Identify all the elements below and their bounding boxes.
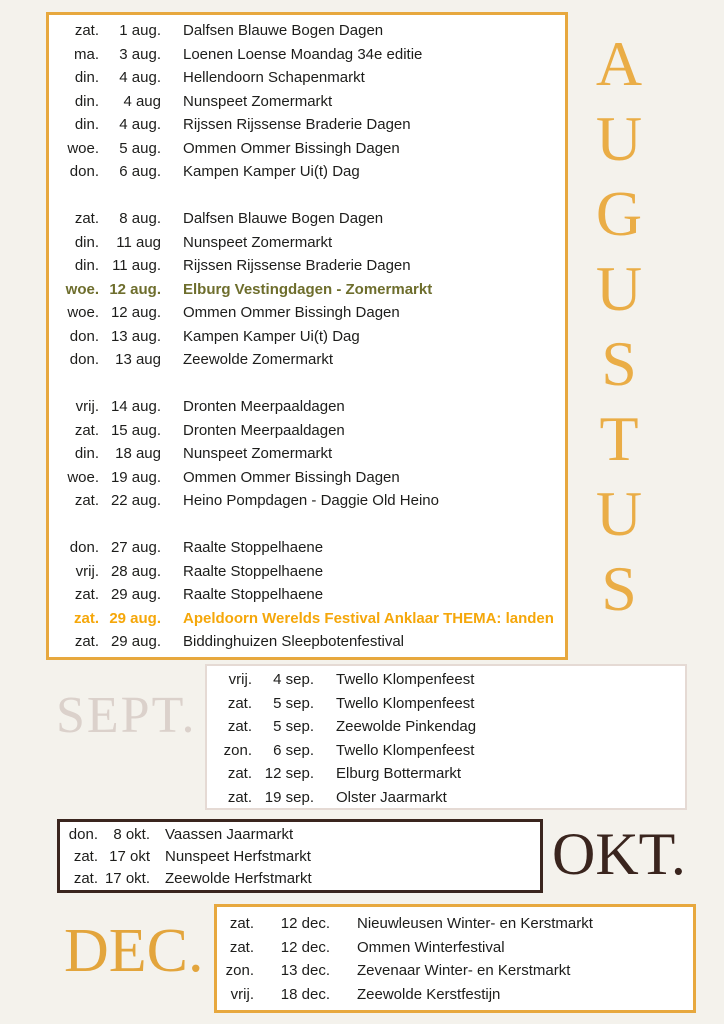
august-vertical-label (592, 26, 646, 626)
event-row (207, 668, 685, 692)
event-row (49, 419, 565, 443)
event-row (49, 630, 565, 654)
event-row (49, 207, 565, 231)
event-row (49, 489, 565, 513)
event-row (49, 536, 565, 560)
date-cell: 12 aug. (110, 304, 161, 322)
december-events-box (214, 904, 696, 1013)
event-name: Zeewolde Zomermarkt (183, 351, 334, 369)
event-name: Rijssen Rijssense Braderie Dagen (183, 116, 411, 134)
day-cell: zat. (227, 694, 252, 712)
event-row (49, 607, 565, 631)
day-cell: zat. (74, 210, 99, 228)
date-cell: 27 aug. (110, 539, 161, 557)
event-row (60, 845, 540, 867)
date-cell: 19 aug. (110, 468, 161, 486)
event-name: Olster Jaarmarkt (336, 788, 447, 806)
day-cell: zat. (74, 492, 99, 510)
event-name: Ommen Ommer Bissingh Dagen (183, 139, 400, 157)
event-row (49, 66, 565, 90)
day-cell: din. (74, 69, 99, 87)
date-cell: 17 okt. (104, 870, 150, 888)
date-cell: 15 aug. (110, 421, 161, 439)
day-cell: zat. (229, 915, 254, 933)
date-cell: 13 aug (115, 351, 161, 369)
event-name: Ommen Winterfestival (357, 938, 505, 956)
group-gap (49, 513, 565, 537)
day-cell: zat. (73, 870, 98, 888)
august-letter: T (599, 403, 639, 474)
day-cell: zat. (74, 586, 99, 604)
day-cell: zat. (227, 788, 252, 806)
day-cell: zat. (74, 421, 99, 439)
day-cell: zat. (227, 718, 252, 736)
day-cell: don. (69, 327, 99, 345)
event-row (60, 868, 540, 890)
event-name: Zevenaar Winter- en Kerstmarkt (357, 962, 571, 980)
day-cell: din. (74, 233, 99, 251)
day-cell: zat. (227, 765, 252, 783)
event-name: Apeldoorn Werelds Festival Anklaar THEMA: landen (183, 609, 554, 627)
event-row (217, 959, 693, 983)
date-cell: 6 aug. (119, 163, 161, 181)
event-name: Zeewolde Pinkendag (336, 718, 477, 736)
date-cell: 17 okt (109, 848, 150, 866)
october-events-box (57, 819, 543, 893)
event-name: Dronten Meerpaaldagen (183, 398, 345, 416)
event-name: Hellendoorn Schapenmarkt (183, 69, 365, 87)
event-name: Loenen Loense Moandag 34e editie (183, 45, 423, 63)
day-cell: vrij. (75, 562, 99, 580)
event-row (49, 348, 565, 372)
date-cell: 18 dec. (280, 985, 330, 1003)
date-cell: 5 sep. (273, 718, 314, 736)
september-label: SEPT. (56, 687, 197, 744)
date-cell: 4 sep. (273, 671, 314, 689)
date-cell: 29 aug. (110, 633, 161, 651)
day-cell: ma. (73, 45, 99, 63)
event-row (49, 395, 565, 419)
date-cell: 12 dec. (280, 915, 330, 933)
event-row (207, 692, 685, 716)
october-label: OKT. (552, 821, 686, 887)
event-name: Ommen Ommer Bissingh Dagen (183, 468, 400, 486)
event-name: Nunspeet Zomermarkt (183, 233, 333, 251)
date-cell: 4 aug (123, 92, 161, 110)
event-row (49, 19, 565, 43)
day-cell: woe. (65, 280, 99, 298)
date-cell: 8 aug. (119, 210, 161, 228)
day-cell: woe. (67, 468, 99, 486)
event-row (49, 301, 565, 325)
event-row (49, 466, 565, 490)
event-name: Raalte Stoppelhaene (183, 539, 324, 557)
event-row (49, 113, 565, 137)
event-row (207, 786, 685, 810)
day-cell: din. (74, 116, 99, 134)
day-cell: zat. (74, 633, 99, 651)
date-cell: 5 aug. (119, 139, 161, 157)
event-row (49, 254, 565, 278)
event-name: Elburg Bottermarkt (336, 765, 462, 783)
event-name: Nunspeet Herfstmarkt (165, 848, 311, 866)
event-name: Nunspeet Zomermarkt (183, 445, 333, 463)
date-cell: 22 aug. (110, 492, 161, 510)
event-name: Heino Pompdagen - Daggie Old Heino (183, 492, 439, 510)
day-cell: zat. (73, 848, 98, 866)
event-row (207, 715, 685, 739)
event-row (49, 442, 565, 466)
event-row (49, 137, 565, 161)
event-name: Twello Klompenfeest (336, 694, 475, 712)
december-label: DEC. (64, 917, 204, 985)
day-cell: don. (69, 351, 99, 369)
event-name: Kampen Kamper Ui(t) Dag (183, 327, 360, 345)
september-events-box (205, 664, 687, 810)
date-cell: 11 aug. (112, 257, 161, 275)
day-cell: zat. (73, 609, 99, 627)
day-cell: don. (69, 539, 99, 557)
day-cell: zat. (74, 22, 99, 40)
date-cell: 4 aug. (119, 69, 161, 87)
august-events-box (46, 12, 568, 660)
december-rows (217, 912, 693, 1006)
event-name: Raalte Stoppelhaene (183, 586, 324, 604)
group-gap (49, 372, 565, 396)
event-row (49, 278, 565, 302)
date-cell: 12 dec. (280, 938, 330, 956)
august-rows (49, 19, 565, 654)
august-letter: U (595, 478, 643, 549)
date-cell: 13 dec. (280, 962, 330, 980)
event-name: Twello Klompenfeest (336, 741, 475, 759)
day-cell: vrij. (75, 398, 99, 416)
event-row (49, 325, 565, 349)
date-cell: 29 aug. (109, 609, 161, 627)
date-cell: 19 sep. (264, 788, 314, 806)
event-row (49, 583, 565, 607)
event-name: Dronten Meerpaaldagen (183, 421, 345, 439)
date-cell: 6 sep. (273, 741, 314, 759)
august-letter: U (595, 103, 643, 174)
day-cell: din. (74, 257, 99, 275)
event-row (217, 912, 693, 936)
day-cell: din. (74, 445, 99, 463)
day-cell: zon. (225, 962, 254, 980)
event-name: Nunspeet Zomermarkt (183, 92, 333, 110)
event-row (49, 43, 565, 67)
event-name: Kampen Kamper Ui(t) Dag (183, 163, 360, 181)
day-cell: woe. (67, 139, 99, 157)
event-name: Ommen Ommer Bissingh Dagen (183, 304, 400, 322)
day-cell: vrij. (230, 985, 254, 1003)
day-cell: don. (69, 163, 99, 181)
date-cell: 13 aug. (110, 327, 161, 345)
date-cell: 5 sep. (273, 694, 314, 712)
date-cell: 18 aug (115, 445, 161, 463)
day-cell: zon. (223, 741, 252, 759)
event-row (217, 983, 693, 1007)
event-row (49, 231, 565, 255)
august-letter: S (601, 553, 637, 624)
event-name: Rijssen Rijssense Braderie Dagen (183, 257, 411, 275)
event-row (207, 762, 685, 786)
day-cell: vrij. (228, 671, 252, 689)
event-row (49, 90, 565, 114)
august-letter: U (595, 253, 643, 324)
event-row (49, 560, 565, 584)
date-cell: 3 aug. (119, 45, 161, 63)
day-cell: don. (68, 825, 98, 843)
date-cell: 12 aug. (109, 280, 161, 298)
event-name: Biddinghuizen Sleepbotenfestival (183, 633, 404, 651)
date-cell: 12 sep. (264, 765, 314, 783)
event-row (217, 936, 693, 960)
august-letter: S (601, 328, 637, 399)
event-name: Vaassen Jaarmarkt (165, 825, 294, 843)
event-row (49, 160, 565, 184)
event-name: Zeewolde Herfstmarkt (165, 870, 312, 888)
day-cell: din. (74, 92, 99, 110)
group-gap (49, 184, 565, 208)
august-letter: G (595, 178, 643, 249)
event-name: Elburg Vestingdagen - Zomermarkt (183, 280, 433, 298)
event-row (207, 739, 685, 763)
event-name: Twello Klompenfeest (336, 671, 475, 689)
event-name: Dalfsen Blauwe Bogen Dagen (183, 210, 384, 228)
event-name: Dalfsen Blauwe Bogen Dagen (183, 22, 384, 40)
date-cell: 14 aug. (110, 398, 161, 416)
date-cell: 29 aug. (110, 586, 161, 604)
date-cell: 11 aug (116, 233, 161, 251)
date-cell: 1 aug. (119, 22, 161, 40)
event-name: Raalte Stoppelhaene (183, 562, 324, 580)
event-row (60, 823, 540, 845)
day-cell: zat. (229, 938, 254, 956)
date-cell: 28 aug. (110, 562, 161, 580)
date-cell: 8 okt. (113, 825, 150, 843)
october-rows (60, 823, 540, 890)
day-cell: woe. (67, 304, 99, 322)
event-name: Zeewolde Kerstfestijn (357, 985, 501, 1003)
september-rows (207, 668, 685, 809)
date-cell: 4 aug. (119, 116, 161, 134)
event-name: Nieuwleusen Winter- en Kerstmarkt (357, 915, 593, 933)
august-letter: A (595, 28, 643, 99)
